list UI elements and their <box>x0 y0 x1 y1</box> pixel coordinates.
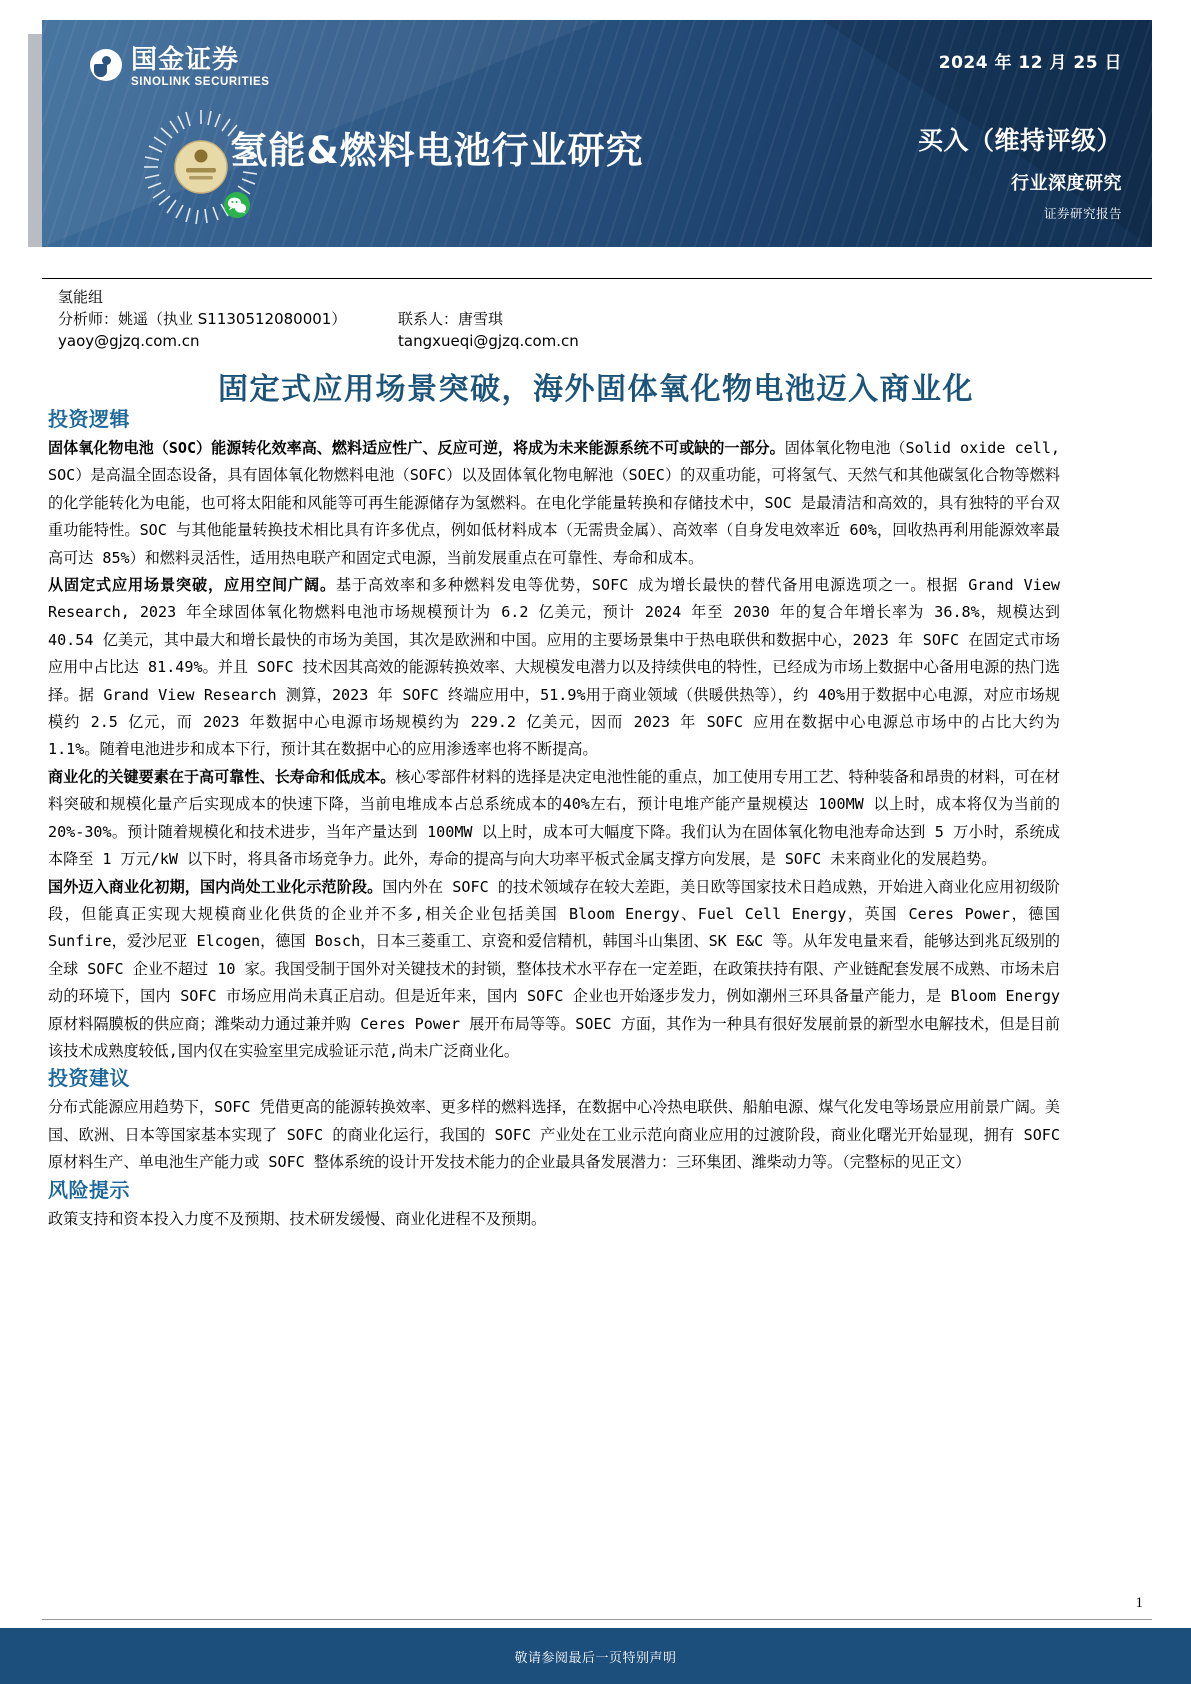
paragraph-soc-overview <box>48 435 1060 572</box>
analyst-names-row <box>58 308 1058 330</box>
paragraph-overseas-domestic <box>48 874 1060 1066</box>
logo-name-en: SINOLINK SECURITIES <box>131 76 270 88</box>
analyst-email[interactable]: yaoy@gjzq.com.cn <box>58 332 200 350</box>
rating-badge: 买入（维持评级） <box>917 126 1122 155</box>
paragraph-commercialization-factors-body: 核心零部件材料的选择是决定电池性能的重点，加工使用专用工艺、特种装备和昂贵的材料，可在材料突破和规模化量产后实现成本的快速下降，当前电堆成本占总系统成本的40%左右，预计电堆产能产量规模达 100MW 以上时，成本将仅为当前的 20%-30%。预计随着规模化和技术进步，当年产量达到 100MW 以上时，成本可大幅度下降。我们认为在固体氧化物电池寿命达到 5 万小时，系统成本降至 1 万元/kW 以下时，将具备市场竞争力。此外，寿命的提高与向大功率平板式金属支撑方向发展，是 SOFC 未来商业化的发展趋势。 <box>48 767 1060 869</box>
industry-title: 氢能&燃料电池行业研究 <box>230 129 644 172</box>
header-meta-block <box>822 48 1122 222</box>
wechat-icon[interactable] <box>224 192 250 218</box>
contact-email[interactable]: tangxueqi@gjzq.com.cn <box>398 332 579 350</box>
section-heading-investment-logic: 投资逻辑 <box>48 407 130 431</box>
paragraph-investment-advice: 分布式能源应用趋势下，SOFC 凭借更高的能源转换效率、更多样的燃料选择，在数据中心冷热电联供、船舶电源、煤气化发电等场景应用前景广阔。美国、欧洲、日本等国家基本实现了 SOFC 的商业化运行，我国的 SOFC 产业处在工业示范向商业应用的过渡阶段，商业化曙光开始显现，拥有 SOFC 原材料生产、单电池生产能力或 SOFC 整体系统的设计开发技术能力的企业最具备发展潜力：三环集团、潍柴动力等。（完整标的见正文） <box>48 1098 1060 1172</box>
paragraph-risk: 政策支持和资本投入力度不及预期、技术研发缓慢、商业化进程不及预期。 <box>48 1209 547 1228</box>
page-title: 固定式应用场景突破，海外固体氧化物电池迈入商业化 <box>218 372 974 407</box>
paragraph-commercialization-factors-lead: 商业化的关键要素在于高可靠性、长寿命和低成本。 <box>48 767 396 786</box>
logo-name-cn: 国金证券 <box>131 45 240 75</box>
report-type: 行业深度研究 <box>1011 173 1122 194</box>
paragraph-soc-overview-lead: 固体氧化物电池（SOC）能源转化效率高、燃料适应性广、反应可逆，将成为未来能源系统不可或缺的一部分。 <box>48 439 785 457</box>
section-heading-investment-advice: 投资建议 <box>48 1066 130 1091</box>
footer-divider <box>42 1619 1152 1620</box>
footer-disclaimer: 敬请参阅最后一页特别声明 <box>514 1651 677 1666</box>
paragraph-commercialization-factors <box>48 764 1060 874</box>
paragraph-stationary-application-body: 基于高效率和多种燃料发电等优势，SOFC 成为增长最快的替代备用电源选项之一。根据 Grand View Research, 2023 年全球固体氧化物燃料电池市场规模预计为 6.2 亿美元，预计 2024 年至 2030 年的复合年增长率为 36.8%，规模达到 40.54 亿美元，其中最大和增长最快的市场为美国，其次是欧洲和中国。应用的主要场景集中于热电联供和数据中心，2023 年 SOFC 在固定式市场应用中占比达 81.49%。并且 SOFC 技术因其高效的能源转换效率、大规模发电潜力以及持续供电的特性，已经成为市场上数据中心备用电源的热门选择。据 Grand View Research 测算，2023 年 SOFC 终端应用中，51.9%用于商业领域（供暖供热等），约 40%用于数据中心电源，对应市场规模约 2.5 亿元，而 2023 年数据中心电源市场规模约为 229.2 亿美元，因而 2023 年 SOFC 应用在数据中心电源总市场中的占比大约为 1.1%。随着电池进步和成本下行，预计其在数据中心的应用渗透率也将不断提高。 <box>48 576 1060 759</box>
paragraph-overseas-domestic-body: 国内外在 SOFC 的技术领域存在较大差距，美日欧等国家技术日趋成熟，开始进入商业化应用初级阶段，但能真正实现大规模商业化供货的企业并不多,相关企业包括美国 Bloom Energy、Fuel Cell Energy，英国 Ceres Power，德国 Sunfire，爱沙尼亚 Elcogen，德国 Bosch，日本三菱重工、京瓷和爱信精机，韩国斗山集团、SK E&C 等。从年发电量来看，能够达到兆瓦级别的全球 SOFC 企业不超过 10 家。我国受制于国外对关键技术的封锁，整体技术水平存在一定差距，在政策扶持有限、产业链配套发展不成熟、市场未启动的环境下，国内 SOFC 市场应用尚未真正启动。但是近年来，国内 SOFC 企业也开始逐步发力，例如潮州三环具备量产能力，是 Bloom Energy 原材料隔膜板的供应商；潍柴动力通过兼并购 Ceres Power 展开布局等等。SOEC 方面，其作为一种具有很好发展前景的新型水电解技术，但是目前该技术成熟度较低,国内仅在实验室里完成验证示范,尚未广泛商业化。 <box>48 877 1060 1060</box>
company-logo <box>90 46 270 90</box>
header-divider <box>42 278 1152 279</box>
paragraph-overseas-domestic-lead: 国外迈入商业化初期，国内尚处工业化示范阶段。 <box>48 877 383 896</box>
analyst-info <box>58 286 1058 352</box>
paragraph-soc-overview-body: 固体氧化物电池（Solid oxide cell, SOC）是高温全固态设备，具有固体氧化物燃料电池（SOFC）以及固体氧化物电解池（SOEC）的双重功能，可将氢气、天然气和其他碳氢化合物等燃料的化学能转化为电能，也可将太阳能和风能等可再生能源储存为氢燃料。在电化学能量转换和存储技术中，SOC 是最清洁和高效的，具有独特的平台双重功能特性。SOC 与其他能量转换技术相比具有许多优点，例如低材料成本（无需贵金属）、高效率（自身发电效率近 60%，回收热再利用能源效率最高可达 85%）和燃料灵活性，适用热电联产和固定式电源，当前发展重点在可靠性、寿命和成本。 <box>48 439 1060 567</box>
section-heading-risk: 风险提示 <box>48 1177 130 1202</box>
analyst-emails-row <box>58 330 1058 352</box>
paragraph-stationary-application-lead: 从固定式应用场景突破，应用空间广阔。 <box>48 576 336 595</box>
analyst-team: 氢能组 <box>58 288 104 306</box>
page-number: 1 <box>1135 1595 1143 1611</box>
analyst-name: 分析师：姚遥（执业 S1130512080001） <box>58 310 347 328</box>
report-subtitle: 证券研究报告 <box>1043 206 1122 221</box>
sinolink-logo-icon <box>90 49 122 81</box>
report-body <box>48 406 1060 1233</box>
report-date: 2024 年 12 月 25 日 <box>938 53 1122 73</box>
report-header-banner <box>42 20 1152 247</box>
paragraph-stationary-application <box>48 572 1060 764</box>
banner-accent-bar <box>28 34 42 247</box>
contact-name: 联系人：唐雪琪 <box>398 310 504 328</box>
